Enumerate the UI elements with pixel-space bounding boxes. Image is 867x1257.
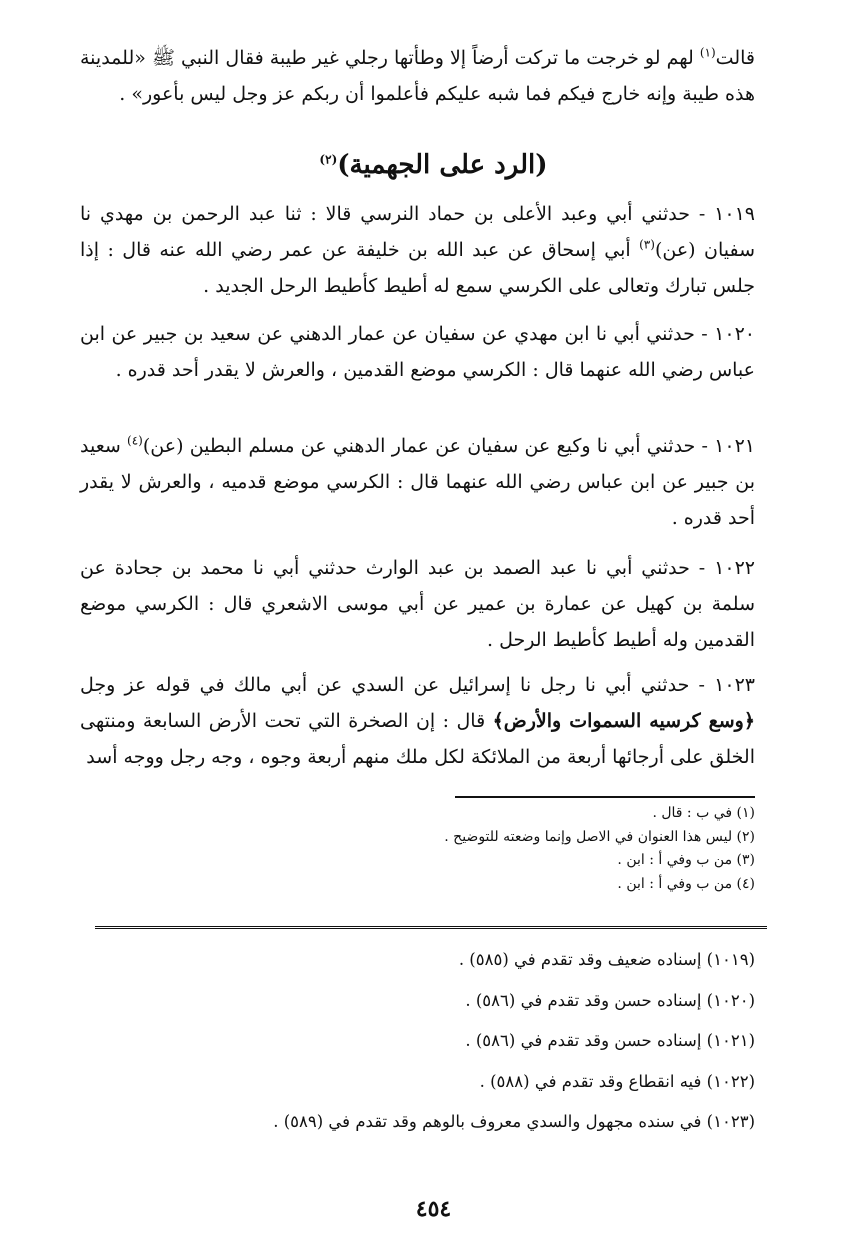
hadith-1020	[80, 316, 755, 388]
hadith-text: - حدثني أبي نا عبد الصمد بن عبد الوارث حدثني أبي نا محمد بن جحادة عن سلمة بن كهيل عن عمارة بن عمير عن أبي موسى الاشعري قال : الكرسي موضع القدمين وله أطيط كأطيط الرحل .	[80, 557, 755, 651]
intro-text-start: قالت	[715, 47, 755, 69]
hadith-text: - حدثني أبي وعبد الأعلى بن حماد النرسي قالا : ثنا عبد الرحمن بن مهدي نا سفيان (عن)	[80, 203, 755, 261]
takhrij-item: (١٠٢١) إسناده حسن وقد تقدم في (٥٨٦) .	[465, 1031, 755, 1050]
page-number: ٤٥٤	[415, 1196, 452, 1222]
intro-text-rest: لهم لو خرجت ما تركت أرضاً إلا وطأتها رجلي غير طيبة فقال النبي ﷺ «للمدينة هذه طيبة وإنه خارج فيكم فما شبه عليكم فأعلموا أن ربكم عز وجل ليس بأعور» .	[80, 47, 755, 105]
footnote-item: (١) في ب : قال .	[652, 805, 755, 821]
hadith-1021	[80, 428, 755, 536]
footnote-marker: (٢)	[319, 152, 338, 167]
heading-text: (الرد على الجهمية)	[337, 150, 548, 180]
hadith-text: - حدثني أبي نا رجل نا إسرائيل عن السدي عن أبي مالك في قوله عز وجل	[80, 674, 715, 696]
hadith-number: ١٠٢٠	[714, 323, 755, 345]
footnotes	[235, 802, 755, 896]
hadith-text: - حدثني أبي نا وكيع عن سفيان عن عمار الدهني عن مسلم البطين (عن)	[142, 435, 715, 457]
section-heading	[0, 150, 867, 180]
intro-paragraph	[80, 40, 755, 112]
hadith-text: - حدثني أبي نا ابن مهدي عن سفيان عن عمار الدهني عن سعيد بن جبير عن ابن عباس رضي الله عنهما قال : الكرسي موضع القدمين ، والعرش لا يقدر أحد قدره .	[80, 323, 755, 381]
footnote-divider	[455, 796, 755, 798]
footnote-item: (٤) من ب وفي أ : ابن .	[617, 875, 755, 892]
footnote-item: (٢) ليس هذا العنوان في الاصل وإنما وضعته للتوضيح .	[444, 828, 755, 845]
hadith-text: سعيد بن جبير عن ابن عباس رضي الله عنهما قال : الكرسي موضع قدميه ، والعرش لا يقدر أحد قدره .	[80, 435, 755, 529]
takhrij-item: (١٠٢٣) في سنده مجهول والسدي معروف بالوهم وقد تقدم في (٥٨٩) .	[273, 1112, 755, 1131]
hadith-number: ١٠٢٢	[714, 557, 755, 579]
takhrij-item: (١٠٢٠) إسناده حسن وقد تقدم في (٥٨٦) .	[465, 990, 755, 1010]
takhrij-item: (١٠٢٢) فيه انقطاع وقد تقدم في (٥٨٨) .	[479, 1071, 755, 1091]
footnote-marker: (٤)	[127, 433, 143, 448]
hadith-number: ١٠٢٣	[714, 674, 755, 696]
hadith-1022	[80, 550, 755, 658]
hadith-number: ١٠٢١	[714, 435, 755, 457]
hadith-1019	[80, 196, 755, 304]
takhrij-item: (١٠١٩) إسناده ضعيف وقد تقدم في (٥٨٥) .	[458, 950, 755, 969]
footnote-marker: (٣)	[639, 237, 655, 252]
footnote-marker: (١)	[699, 45, 716, 60]
footnote-item: (٣) من ب وفي أ : ابن .	[617, 852, 755, 868]
hadith-1023	[80, 667, 755, 775]
takhrij-divider	[95, 926, 767, 932]
hadith-text: قال : إن الصخرة التي تحت الأرض السابعة ومنتهى الخلق على أرجائها أربعة من الملائكة لكل ملك منهم أربعة وجوه ، وجه رجل ووجه أسد	[80, 710, 755, 768]
hadith-number: ١٠١٩	[714, 203, 755, 225]
hadith-text: أبي إسحاق عن عبد الله بن خليفة عن عمر رضي الله عنه قال : إذا جلس تبارك وتعالى على الكرسي سمع له أطيط كأطيط الرحل الجديد .	[80, 239, 755, 297]
takhrij-notes	[155, 940, 755, 1143]
quran-verse: ﴿وسع كرسيه السموات والأرض﴾	[492, 710, 755, 732]
